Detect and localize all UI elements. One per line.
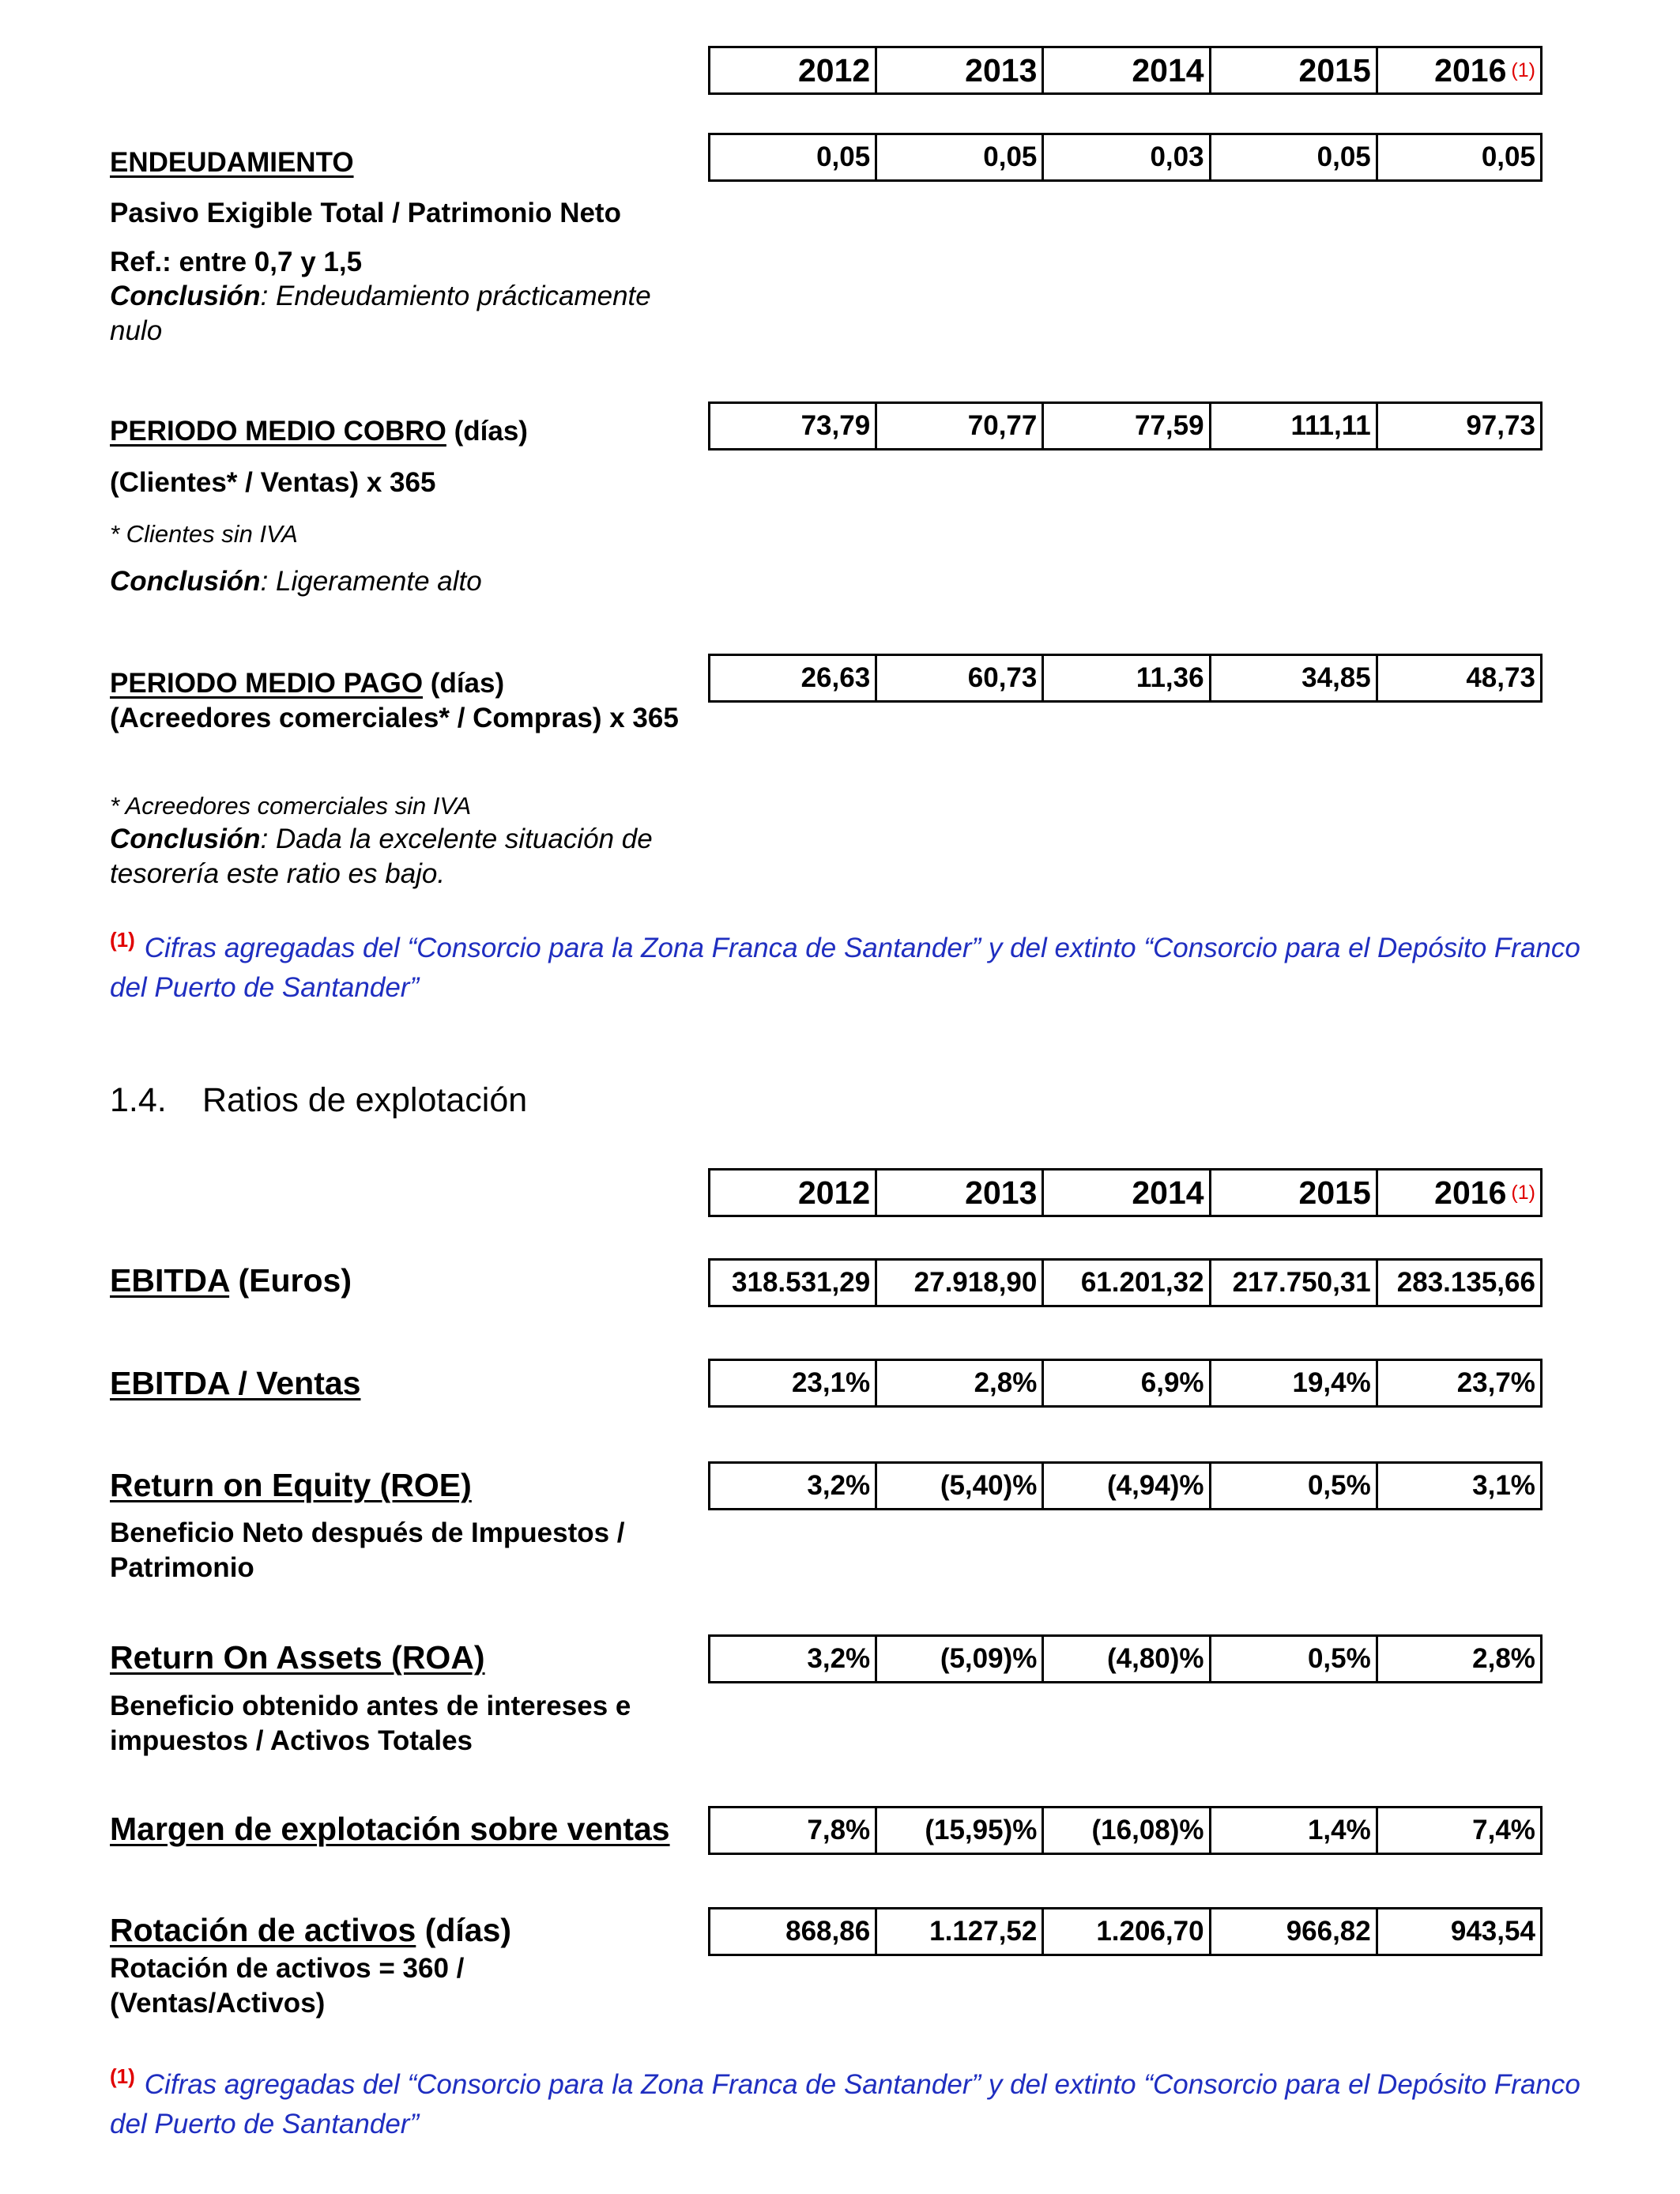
- value-cell: 943,54: [1376, 1907, 1543, 1956]
- pmc-conclusion: Conclusión: Ligeramente alto: [110, 566, 482, 597]
- ebitda-title: EBITDA (Euros): [110, 1262, 352, 1299]
- value-cell: 1.206,70: [1042, 1907, 1208, 1956]
- year-cell: 2013: [875, 1168, 1042, 1217]
- rotacion-title: Rotación de activos (días): [110, 1912, 512, 1948]
- value-cell: (4,94)%: [1042, 1461, 1208, 1510]
- value-cell: 318.531,29: [708, 1258, 875, 1307]
- pmp-title: PERIODO MEDIO PAGO (días): [110, 668, 505, 699]
- value-cell: 77,59: [1042, 401, 1208, 450]
- year-cell: 2014: [1042, 46, 1208, 95]
- rotacion-values: [708, 1907, 1543, 1956]
- value-cell: 217.750,31: [1209, 1258, 1376, 1307]
- value-cell: 70,77: [875, 401, 1042, 450]
- roa-title: Return On Assets (ROA): [110, 1639, 485, 1676]
- pmc-footnote: * Clientes sin IVA: [110, 520, 298, 548]
- endeudamiento-conclusion: Conclusión: Endeudamiento prácticamente nulo: [110, 281, 651, 346]
- value-cell: 26,63: [708, 654, 875, 703]
- value-cell: 2,8%: [875, 1359, 1042, 1408]
- value-cell: 3,2%: [708, 1634, 875, 1683]
- value-cell: 0,5%: [1209, 1461, 1376, 1510]
- value-cell: 0,05: [1209, 133, 1376, 182]
- ebitda-ventas-title: EBITDA / Ventas: [110, 1365, 361, 1401]
- roe-formula: Beneficio Neto después de Impuestos / Patrimonio: [110, 1517, 625, 1583]
- value-cell: (15,95)%: [875, 1806, 1042, 1855]
- value-cell: 868,86: [708, 1907, 875, 1956]
- value-cell: 11,36: [1042, 654, 1208, 703]
- year-cell: 2015: [1209, 46, 1376, 95]
- value-cell: 0,05: [708, 133, 875, 182]
- year-cell: 2014: [1042, 1168, 1208, 1217]
- pmc-title: PERIODO MEDIO COBRO (días): [110, 416, 528, 447]
- roa-values: [708, 1634, 1543, 1683]
- section-heading: 1.4. Ratios de explotación: [110, 1081, 528, 1119]
- value-cell: (16,08)%: [1042, 1806, 1208, 1855]
- value-cell: 48,73: [1376, 654, 1543, 703]
- margen-values: [708, 1806, 1543, 1855]
- endeudamiento-title: ENDEUDAMIENTO: [110, 147, 354, 178]
- endeudamiento-formula: Pasivo Exigible Total / Patrimonio Neto: [110, 198, 621, 228]
- value-cell: 6,9%: [1042, 1359, 1208, 1408]
- year-header-row-1: [708, 46, 1543, 95]
- pmp-values: [708, 654, 1543, 703]
- value-cell: 7,4%: [1376, 1806, 1543, 1855]
- value-cell: (5,40)%: [875, 1461, 1042, 1510]
- value-cell: 966,82: [1209, 1907, 1376, 1956]
- pmp-footnote: * Acreedores comerciales sin IVA: [110, 792, 472, 820]
- roe-values: [708, 1461, 1543, 1510]
- year-cell: 2012: [708, 1168, 875, 1217]
- year-cell: 2012: [708, 46, 875, 95]
- value-cell: 34,85: [1209, 654, 1376, 703]
- ebitda-values: [708, 1258, 1543, 1307]
- value-cell: 61.201,32: [1042, 1258, 1208, 1307]
- value-cell: 1,4%: [1209, 1806, 1376, 1855]
- value-cell: 60,73: [875, 654, 1042, 703]
- rotacion-formula: Rotación de activos = 360 / (Ventas/Activos): [110, 1953, 465, 2019]
- value-cell: 2,8%: [1376, 1634, 1543, 1683]
- value-cell: 0,03: [1042, 133, 1208, 182]
- value-cell: 19,4%: [1209, 1359, 1376, 1408]
- year-header-row-2: [708, 1168, 1543, 1217]
- value-cell: 23,7%: [1376, 1359, 1543, 1408]
- value-cell: 73,79: [708, 401, 875, 450]
- ebitda-ventas-values: [708, 1359, 1543, 1408]
- value-cell: 7,8%: [708, 1806, 875, 1855]
- value-cell: (5,09)%: [875, 1634, 1042, 1683]
- value-cell: 0,5%: [1209, 1634, 1376, 1683]
- year-cell: 2013: [875, 46, 1042, 95]
- aggregation-note: $^{(1)}$ Cifras agregadas del “Consorcio para la Zona Franca de Santander” y del extinto “Consorcio para el Depósito Franco del Puerto de Santander”: [110, 928, 1580, 1003]
- roa-formula: Beneficio obtenido antes de intereses e impuestos / Activos Totales: [110, 1691, 631, 1756]
- pmc-values: [708, 401, 1543, 450]
- value-cell: 23,1%: [708, 1359, 875, 1408]
- value-cell: 3,1%: [1376, 1461, 1543, 1510]
- endeudamiento-ref: Ref.: entre 0,7 y 1,5: [110, 247, 363, 277]
- value-cell: 111,11: [1209, 401, 1376, 450]
- value-cell: 283.135,66: [1376, 1258, 1543, 1307]
- value-cell: (4,80)%: [1042, 1634, 1208, 1683]
- roe-title: Return on Equity (ROE): [110, 1467, 472, 1503]
- value-cell: 27.918,90: [875, 1258, 1042, 1307]
- year-cell-2016: 2016 (1): [1376, 1168, 1543, 1217]
- value-cell: 3,2%: [708, 1461, 875, 1510]
- year-cell: 2015: [1209, 1168, 1376, 1217]
- pmp-conclusion: Conclusión: Dada la excelente situación de tesorería este ratio es bajo.: [110, 824, 653, 889]
- year-cell-2016: 2016 (1): [1376, 46, 1543, 95]
- value-cell: 0,05: [875, 133, 1042, 182]
- aggregation-note-bottom: $^{(1)}$ Cifras agregadas del “Consorcio para la Zona Franca de Santander” y del extinto “Consorcio para el Depósito Franco del Puerto de Santander”: [110, 2064, 1580, 2139]
- pmc-formula: (Clientes* / Ventas) x 365: [110, 467, 436, 498]
- pmp-formula: (Acreedores comerciales* / Compras) x 365: [110, 703, 679, 733]
- value-cell: 1.127,52: [875, 1907, 1042, 1956]
- value-cell: 0,05: [1376, 133, 1543, 182]
- margen-title: Margen de explotación sobre ventas: [110, 1811, 670, 1847]
- endeudamiento-values: [708, 133, 1543, 182]
- value-cell: 97,73: [1376, 401, 1543, 450]
